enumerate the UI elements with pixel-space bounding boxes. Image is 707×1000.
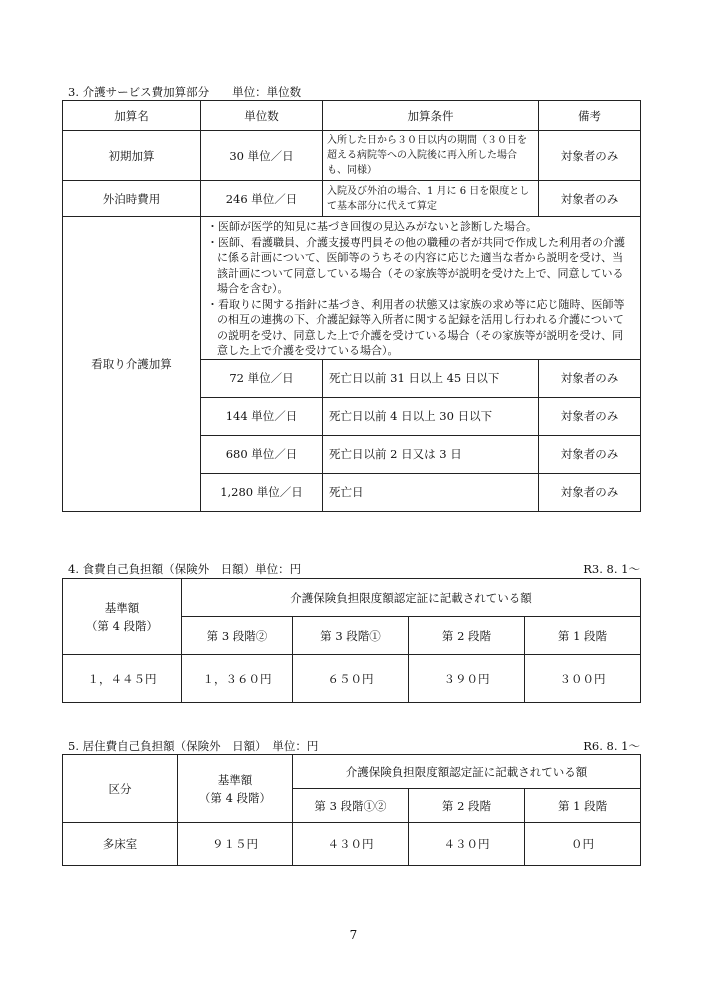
section5-heading: 5. 居住費自己負担額（保険外 日額） 単位：円: [68, 739, 319, 753]
addition-name: 初期加算: [63, 131, 201, 181]
addition-units: 30 単位／日: [201, 131, 323, 181]
addition-condition: 入所した日から３０日以内の期間（３０日を超える病院等への入院後に再入所した場合も、同様）: [323, 131, 539, 181]
terminal-remark: 対象者のみ: [539, 397, 641, 435]
table-row: [63, 655, 641, 703]
terminal-care-notes: [201, 217, 641, 360]
terminal-care-note: ・看取りに関する指針に基づき、利用者の状態又は家族の求め等に応じ随時、医師等の相互の連携の下、介護記録等入所者に関する記録を活用し行われる介護についての説明を受け、同意した上で介護を受けている場合（その家族等が説明を受け、同意した上で介護を受けている場合）。: [207, 297, 625, 357]
section3-heading: 3. 介護サービス費加算部分 単位：単位数: [68, 85, 302, 99]
meal-stage-header: 第 1 段階: [525, 617, 641, 655]
addition-table-header: [63, 101, 641, 131]
accommodation-value: ４３０円: [409, 823, 525, 866]
terminal-units: 72 単位／日: [201, 359, 323, 397]
meal-value: ３９０円: [409, 655, 525, 703]
table-row: [63, 181, 641, 217]
accommodation-stage-header: 第 1 段階: [525, 789, 641, 823]
accommodation-stage-header: 第 3 段階①②: [293, 789, 409, 823]
accommodation-class-header: 区分: [63, 755, 178, 823]
header-condition: 加算条件: [323, 101, 539, 131]
meal-value: １，３６０円: [182, 655, 293, 703]
terminal-care-name: 看取り介護加算: [63, 217, 201, 512]
terminal-remark: 対象者のみ: [539, 473, 641, 511]
meal-value: １，４４５円: [63, 655, 182, 703]
room-type: 多床室: [63, 823, 178, 866]
terminal-care-note: ・医師が医学的知見に基づき回復の見込みがないと診断した場合。: [207, 220, 537, 233]
terminal-condition: 死亡日以前 31 日以上 45 日以下: [323, 359, 539, 397]
terminal-care-note: ・医師、看護職員、介護支援専門員その他の職種の者が共同で作成した利用者の介護に係る計画について、医師等のうちその内容に応じた適当な者から説明を受け、当該計画について同意している場合（その家族等が説明を受けた上で、同意している場合を含む）。: [207, 235, 625, 295]
addition-condition: 入院及び外泊の場合、1 月に 6 日を限度として基本部分に代えて算定: [323, 181, 539, 217]
terminal-condition: 死亡日以前 2 日又は 3 日: [323, 435, 539, 473]
terminal-units: 680 単位／日: [201, 435, 323, 473]
terminal-units: 1,280 単位／日: [201, 473, 323, 511]
accommodation-value: ９１５円: [178, 823, 293, 866]
terminal-condition: 死亡日: [323, 473, 539, 511]
accommodation-value: ０円: [525, 823, 641, 866]
table-row: [63, 217, 641, 360]
table-row: [63, 823, 641, 866]
addition-remark: 対象者のみ: [539, 181, 641, 217]
meal-base-header: 基準額 （第 4 段階）: [63, 579, 182, 655]
meal-stage-header: 第 3 段階①: [293, 617, 409, 655]
accommodation-cost-table: [62, 754, 641, 866]
terminal-remark: 対象者のみ: [539, 435, 641, 473]
accommodation-value: ４３０円: [293, 823, 409, 866]
addition-units: 246 単位／日: [201, 181, 323, 217]
terminal-condition: 死亡日以前 4 日以上 30 日以下: [323, 397, 539, 435]
section5-effective-date: R6. 8. 1～: [583, 739, 640, 753]
accommodation-base-header: 基準額 （第 4 段階）: [178, 755, 293, 823]
meal-value: ６５０円: [293, 655, 409, 703]
terminal-remark: 対象者のみ: [539, 359, 641, 397]
addition-name: 外泊時費用: [63, 181, 201, 217]
meal-cost-table: [62, 578, 641, 703]
header-units: 単位数: [201, 101, 323, 131]
page-number: 7: [349, 928, 358, 942]
meal-stage-header: 第 3 段階②: [182, 617, 293, 655]
section4-effective-date: R3. 8. 1～: [583, 562, 640, 576]
addition-table: [62, 100, 641, 512]
table-row: [63, 131, 641, 181]
accommodation-stage-header: 第 2 段階: [409, 789, 525, 823]
addition-remark: 対象者のみ: [539, 131, 641, 181]
header-remark: 備考: [539, 101, 641, 131]
terminal-units: 144 単位／日: [201, 397, 323, 435]
meal-value: ３００円: [525, 655, 641, 703]
header-addition-name: 加算名: [63, 101, 201, 131]
meal-group-header: 介護保険負担限度額認定証に記載されている額: [182, 579, 641, 617]
meal-stage-header: 第 2 段階: [409, 617, 525, 655]
accommodation-group-header: 介護保険負担限度額認定証に記載されている額: [293, 755, 641, 789]
section4-heading: 4. 食費自己負担額（保険外 日額）単位：円: [68, 562, 302, 576]
